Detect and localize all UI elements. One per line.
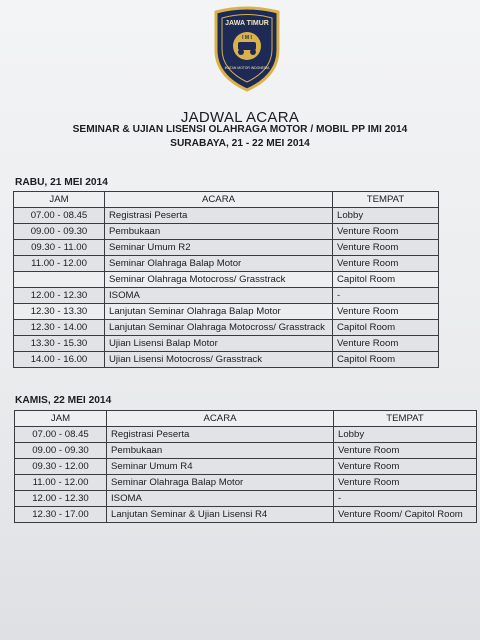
schedule-table-kamis	[14, 410, 477, 523]
table-row	[15, 507, 477, 523]
cell-jam: 09.00 - 09.30	[14, 224, 105, 240]
cell-tempat: Lobby	[334, 427, 477, 443]
table-row	[14, 304, 439, 320]
cell-acara: Lanjutan Seminar Olahraga Balap Motor	[105, 304, 333, 320]
cell-jam	[14, 272, 105, 288]
cell-jam: 14.00 - 16.00	[14, 352, 105, 368]
cell-jam: 09.30 - 12.00	[15, 459, 107, 475]
cell-acara: Ujian Lisensi Motocross/ Grasstrack	[105, 352, 333, 368]
cell-tempat: Lobby	[333, 208, 439, 224]
cell-jam: 09.00 - 09.30	[15, 443, 107, 459]
column-header-acara: ACARA	[105, 192, 333, 208]
cell-tempat: Venture Room	[334, 475, 477, 491]
cell-tempat: Capitol Room	[333, 352, 439, 368]
cell-tempat: Venture Room	[334, 443, 477, 459]
table-row	[15, 443, 477, 459]
cell-tempat: -	[334, 491, 477, 507]
logo-bottom-text: IKATAN MOTOR INDONESIA	[224, 66, 270, 70]
cell-jam: 12.30 - 17.00	[15, 507, 107, 523]
cell-acara: Registrasi Peserta	[105, 208, 333, 224]
day-label-kamis: KAMIS, 22 MEI 2014	[15, 395, 112, 406]
document-title: JADWAL ACARA	[180, 109, 300, 126]
cell-acara: Seminar Olahraga Balap Motor	[107, 475, 334, 491]
cell-acara: Seminar Olahraga Balap Motor	[105, 256, 333, 272]
table-row	[14, 224, 439, 240]
cell-tempat: -	[333, 288, 439, 304]
cell-tempat: Venture Room/ Capitol Room	[334, 507, 477, 523]
cell-tempat: Venture Room	[333, 304, 439, 320]
table-row	[14, 256, 439, 272]
cell-jam: 12.30 - 13.30	[14, 304, 105, 320]
cell-acara: Seminar Umum R2	[105, 240, 333, 256]
day-label-rabu: RABU, 21 MEI 2014	[15, 177, 108, 188]
cell-tempat: Venture Room	[333, 256, 439, 272]
cell-tempat: Venture Room	[333, 336, 439, 352]
cell-tempat: Venture Room	[333, 240, 439, 256]
cell-jam: 12.00 - 12.30	[14, 288, 105, 304]
cell-jam: 12.30 - 14.00	[14, 320, 105, 336]
table-header-row	[15, 411, 477, 427]
column-header-jam: JAM	[14, 192, 105, 208]
cell-jam: 11.00 - 12.00	[15, 475, 107, 491]
cell-acara: Seminar Umum R4	[107, 459, 334, 475]
cell-jam: 13.30 - 15.30	[14, 336, 105, 352]
cell-acara: Seminar Olahraga Motocross/ Grasstrack	[105, 272, 333, 288]
column-header-tempat: TEMPAT	[333, 192, 439, 208]
table-row	[15, 427, 477, 443]
table-row	[14, 240, 439, 256]
cell-acara: Ujian Lisensi Balap Motor	[105, 336, 333, 352]
table-row	[14, 208, 439, 224]
cell-acara: Lanjutan Seminar & Ujian Lisensi R4	[107, 507, 334, 523]
table-row	[14, 272, 439, 288]
cell-acara: Registrasi Peserta	[107, 427, 334, 443]
table-row	[14, 288, 439, 304]
table-row	[15, 459, 477, 475]
location-date: SURABAYA, 21 - 22 MEI 2014	[170, 138, 310, 149]
table-row	[15, 475, 477, 491]
cell-tempat: Capitol Room	[333, 320, 439, 336]
cell-jam: 09.30 - 11.00	[14, 240, 105, 256]
cell-jam: 12.00 - 12.30	[15, 491, 107, 507]
table-header-row	[14, 192, 439, 208]
table-row	[14, 320, 439, 336]
cell-jam: 07.00 - 08.45	[14, 208, 105, 224]
table-row	[15, 491, 477, 507]
logo-arc-text: JAWA TIMUR	[225, 20, 269, 27]
cell-tempat: Venture Room	[333, 224, 439, 240]
cell-jam: 11.00 - 12.00	[14, 256, 105, 272]
cell-jam: 07.00 - 08.45	[15, 427, 107, 443]
document-subtitle: SEMINAR & UJIAN LISENSI OLAHRAGA MOTOR / MOBIL PP IMI 2014	[72, 124, 408, 135]
column-header-jam: JAM	[15, 411, 107, 427]
cell-tempat: Capitol Room	[333, 272, 439, 288]
column-header-tempat: TEMPAT	[334, 411, 477, 427]
cell-acara: Pembukaan	[107, 443, 334, 459]
logo-emblem-text: I M I	[242, 35, 252, 41]
table-row	[14, 352, 439, 368]
cell-tempat: Venture Room	[334, 459, 477, 475]
cell-acara: Lanjutan Seminar Olahraga Motocross/ Grasstrack	[105, 320, 333, 336]
cell-acara: Pembukaan	[105, 224, 333, 240]
schedule-table-rabu	[13, 191, 439, 368]
table-row	[14, 336, 439, 352]
column-header-acara: ACARA	[107, 411, 334, 427]
imi-jawa-timur-logo	[212, 6, 282, 92]
cell-acara: ISOMA	[107, 491, 334, 507]
cell-acara: ISOMA	[105, 288, 333, 304]
